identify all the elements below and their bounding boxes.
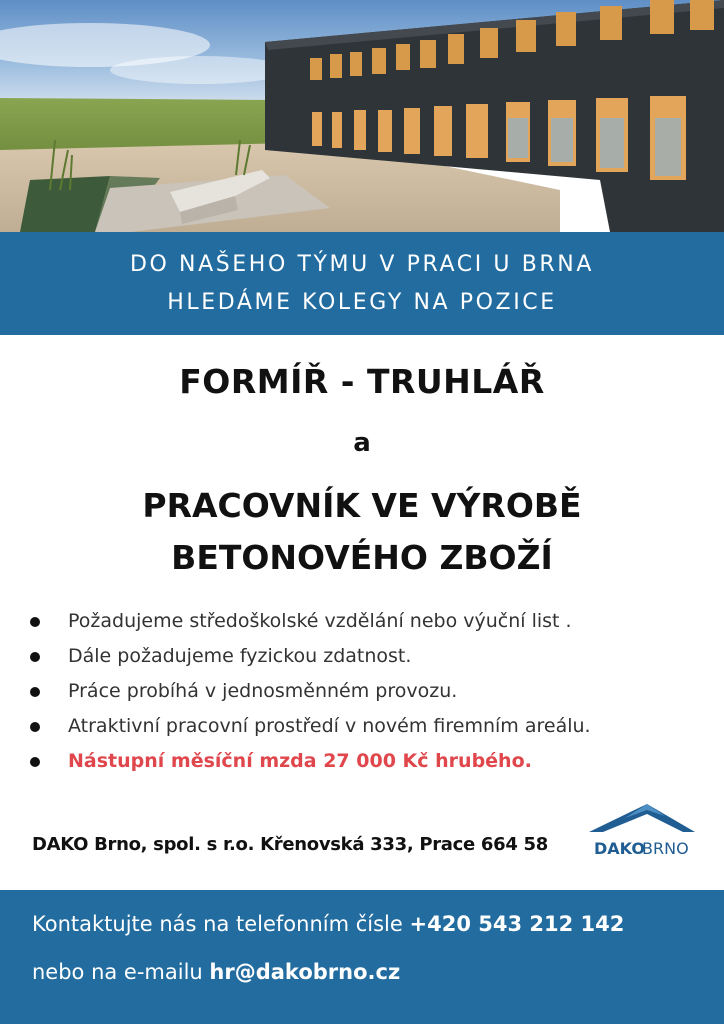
requirement-item: Požadujeme středoškolské vzdělání nebo výuční list . — [30, 604, 710, 639]
salary-item: Nástupní měsíční mzda 27 000 Kč hrubého. — [30, 744, 710, 779]
position-title-2-line-2: BETONOVÉHO ZBOŽÍ — [171, 538, 553, 577]
bullet-icon — [30, 757, 40, 767]
position-title-2-line-1: PRACOVNÍK VE VÝROBĚ — [142, 486, 582, 525]
requirement-item: Atraktivní pracovní prostředí v novém firemním areálu. — [30, 709, 710, 744]
phone-number[interactable]: +420 543 212 142 — [409, 912, 625, 936]
dako-brno-logo — [585, 800, 697, 862]
svg-text:BRNO: BRNO — [642, 839, 689, 858]
svg-text:DAKO: DAKO — [594, 839, 645, 858]
bullet-icon — [30, 617, 40, 627]
bullet-icon — [30, 722, 40, 732]
company-address: DAKO Brno, spol. s r.o. Křenovská 333, Prace 664 58 — [32, 834, 548, 855]
hero-photo — [0, 0, 724, 232]
requirement-item: Dále požadujeme fyzickou zdatnost. — [30, 639, 710, 674]
bullet-icon — [30, 652, 40, 662]
bullet-icon — [30, 687, 40, 697]
email-address[interactable]: hr@dakobrno.cz — [209, 960, 401, 984]
banner-line-1: DO NAŠEHO TÝMU V PRACI U BRNA — [129, 252, 595, 277]
phone-line: Kontaktujte nás na telefonním čísle +420 543 212 142 — [32, 912, 625, 936]
requirements-list — [30, 604, 710, 779]
position-title-2 — [0, 480, 724, 584]
requirement-item: Práce probíhá v jednosměnném provozu. — [30, 674, 710, 709]
email-line: nebo na e-mailu hr@dakobrno.cz — [32, 960, 401, 984]
banner-line-2: HLEDÁME KOLEGY NA POZICE — [167, 290, 557, 315]
position-title-1: FORMÍŘ - TRUHLÁŘ — [179, 362, 545, 401]
position-conjunction: a — [353, 428, 371, 458]
contact-footer — [0, 890, 724, 1024]
headline-banner — [0, 232, 724, 335]
